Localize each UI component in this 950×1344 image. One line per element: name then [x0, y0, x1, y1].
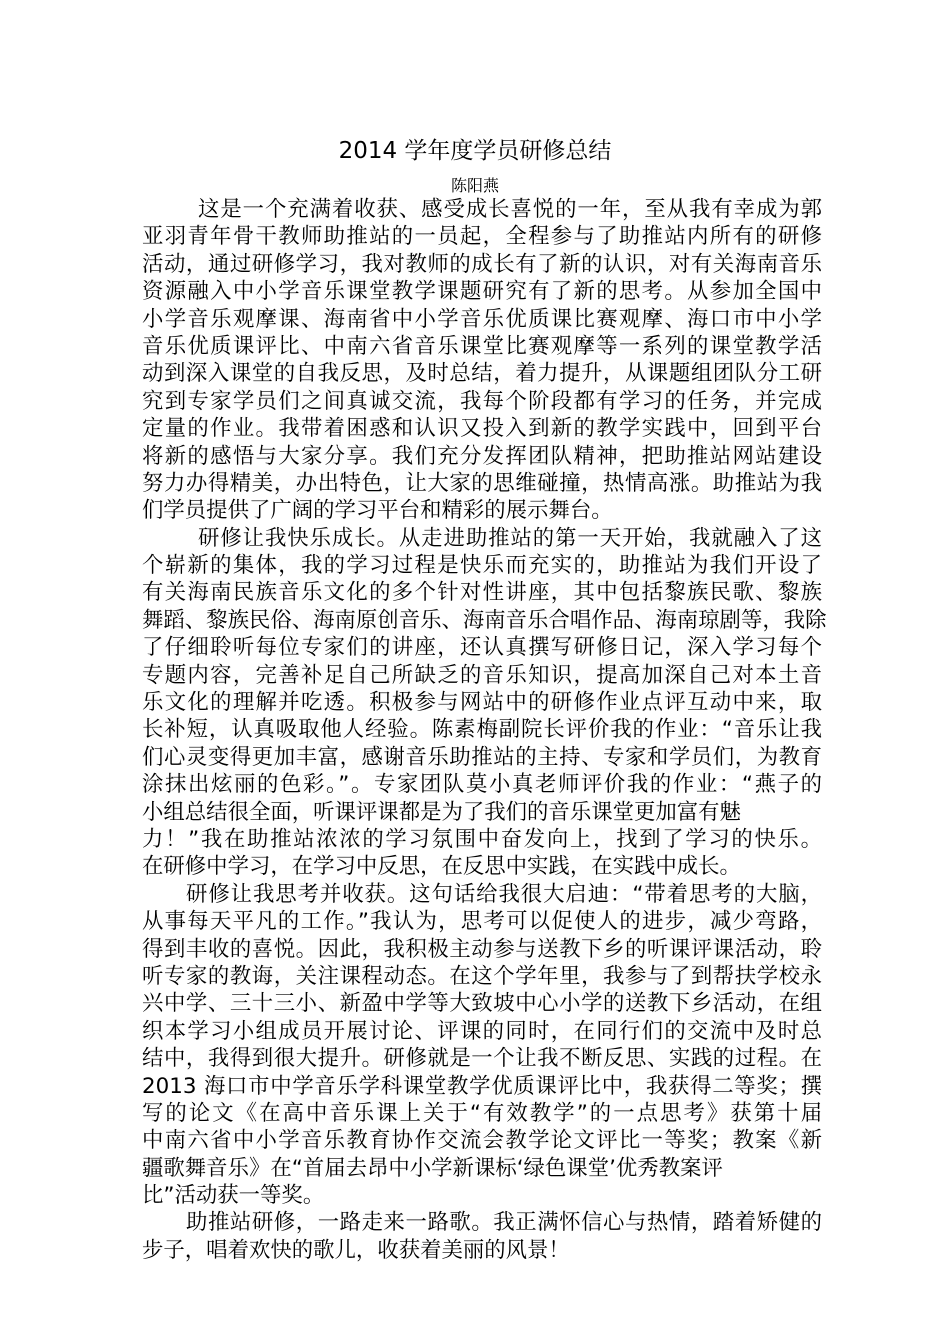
paragraph-line: 长补短，认真吸取他人经验。陈素梅副院长评价我的作业：“音乐让我 — [142, 717, 822, 743]
paragraph-line: 们学员提供了广阔的学习平台和精彩的展示舞台。 — [142, 498, 613, 524]
paragraph-line: 从事每天平凡的工作。”我认为，思考可以促使人的进步，减少弯路， — [142, 909, 822, 935]
paragraph-line: 究到专家学员们之间真诚交流，我每个阶段都有学习的任务，并完成 — [142, 388, 822, 414]
paragraph-line: 得到丰收的喜悦。因此，我积极主动参与送教下乡的听课评课活动，聆 — [142, 936, 822, 962]
paragraph-line: 研修让我思考并收获。这句话给我很大启迪：“带着思考的大脑， — [186, 881, 822, 907]
paragraph-line: 将新的感悟与大家分享。我们充分发挥团队精神，把助推站网站建设 — [142, 443, 822, 469]
paragraph-line: 小学音乐观摩课、海南省中小学音乐优质课比赛观摩、海口市中小学 — [142, 306, 822, 332]
paragraph-line: 舞蹈、黎族民俗、海南原创音乐、海南音乐合唱作品、海南琼剧等，我除 — [142, 607, 827, 633]
paragraph-line: 专题内容，完善补足自己所缺乏的音乐知识，提高加深自己对本土音 — [142, 662, 822, 688]
paragraph-line: 步子，唱着欢快的歌儿，收获着美丽的风景！ — [142, 1237, 570, 1263]
paragraph-line: 力！”我在助推站浓浓的学习氛围中奋发向上，找到了学习的快乐。 — [142, 826, 822, 852]
paragraph-line: 亚羽青年骨干教师助推站的一员起，全程参与了助推站内所有的研修 — [142, 224, 822, 250]
paragraph-line: 乐文化的理解并吃透。积极参与网站中的研修作业点评互动中来，取 — [142, 690, 822, 716]
paragraph-line: 疆歌舞音乐》在“首届去昂中小学新课标‘绿色课堂’优秀教案评 — [142, 1155, 723, 1181]
paragraph-line: 结中，我得到很大提升。研修就是一个让我不断反思、实践的过程。在 — [142, 1046, 822, 1072]
paragraph-line: 织本学习小组成员开展讨论、评课的同时，在同行们的交流中及时总 — [142, 1018, 822, 1044]
paragraph-line: 们心灵变得更加丰富，感谢音乐助推站的主持、专家和学员们，为教育 — [142, 744, 822, 770]
paragraph-line: 研修让我快乐成长。从走进助推站的第一天开始，我就融入了这 — [198, 525, 822, 551]
paragraph-line: 比”活动获一等奖。 — [142, 1183, 325, 1209]
paragraph-line: 助推站研修，一路走来一路歌。我正满怀信心与热情，踏着矫健的 — [186, 1210, 822, 1236]
paragraph-line: 听专家的教诲，关注课程动态。在这个学年里，我参与了到帮扶学校永 — [142, 963, 822, 989]
paragraph-line: 中南六省中小学音乐教育协作交流会教学论文评比一等奖；教案《新 — [142, 1128, 822, 1154]
paragraph-line: 个崭新的集体，我的学习过程是快乐而充实的，助推站为我们开设了 — [142, 553, 822, 579]
paragraph-line: 资源融入中小学音乐课堂教学课题研究有了新的思考。从参加全国中 — [142, 279, 822, 305]
paragraph-line: 有关海南民族音乐文化的多个针对性讲座，其中包括黎族民歌、黎族 — [142, 580, 822, 606]
document-title: 2014 学年度学员研修总结 — [338, 138, 612, 164]
document-author: 陈阳燕 — [450, 176, 499, 195]
document-body — [142, 196, 827, 1264]
paragraph-line: 涂抹出炫丽的色彩。”。专家团队莫小真老师评价我的作业：“燕子的 — [142, 772, 822, 798]
paragraph-line: 动到深入课堂的自我反思，及时总结，着力提升，从课题组团队分工研 — [142, 361, 822, 387]
paragraph-line: 了仔细聆听每位专家们的讲座，还认真撰写研修日记，深入学习每个 — [142, 635, 822, 661]
paragraph-line: 音乐优质课评比、中南六省音乐课堂比赛观摩等一系列的课堂教学活 — [142, 333, 822, 359]
paragraph-line: 2013 海口市中学音乐学科课堂教学优质课评比中，我获得二等奖；撰 — [142, 1073, 822, 1099]
paragraph-line: 这是一个充满着收获、感受成长喜悦的一年，至从我有幸成为郭 — [198, 197, 822, 222]
paragraph-line: 兴中学、三十三小、新盈中学等大致坡中心小学的送教下乡活动，在组 — [142, 991, 822, 1017]
paragraph-line: 活动，通过研修学习，我对教师的成长有了新的认识，对有关海南音乐 — [142, 251, 822, 277]
paragraph-line: 在研修中学习，在学习中反思，在反思中实践，在实践中成长。 — [142, 854, 741, 880]
paragraph-line: 小组总结很全面，听课评课都是为了我们的音乐课堂更加富有魅 — [142, 799, 741, 825]
paragraph-line: 写的论文《在高中音乐课上关于“有效教学”的一点思考》获第十届 — [142, 1100, 822, 1126]
paragraph-line: 定量的作业。我带着困惑和认识又投入到新的教学实践中，回到平台 — [142, 416, 822, 442]
paragraph-line: 努力办得精美，办出特色，让大家的思维碰撞，热情高涨。助推站为我 — [142, 470, 822, 496]
